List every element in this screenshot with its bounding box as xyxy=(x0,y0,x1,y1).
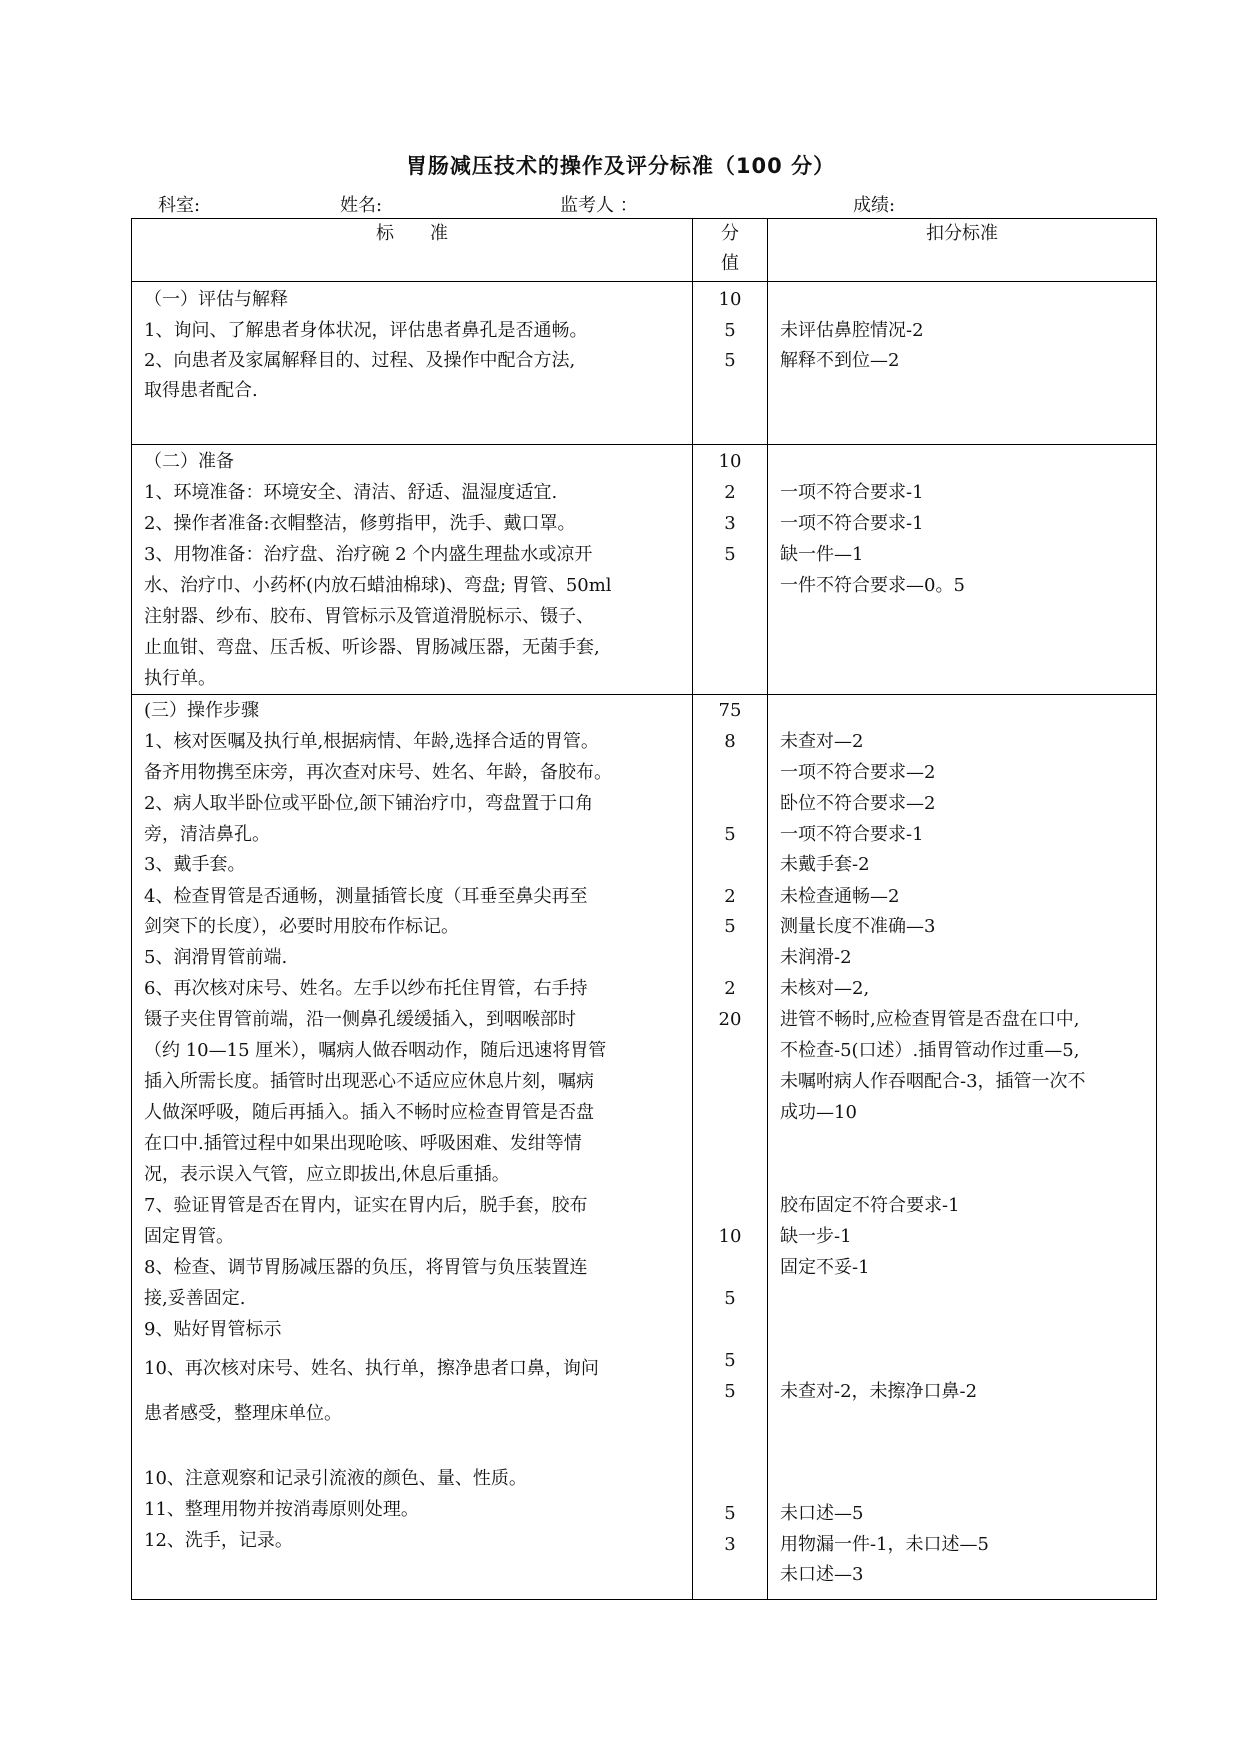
table-row xyxy=(132,445,1157,695)
deduction-line: 测量长度不准确—3 xyxy=(780,916,936,937)
deduction-line: 胶布固定不符合要求-1 xyxy=(780,1195,960,1216)
standard-line: 3、用物准备：治疗盘、治疗碗 2 个内盛生理盐水或凉开 xyxy=(144,544,593,565)
standard-line: 5、润滑胃管前端. xyxy=(144,947,288,968)
points-value: 5 xyxy=(724,1381,736,1402)
table-row xyxy=(132,695,1157,1600)
deduction-line: 未查对—2 xyxy=(780,731,864,752)
standard-line: 2、操作者准备:衣帽整洁，修剪指甲，洗手、戴口罩。 xyxy=(144,513,576,534)
deduction-line: 未戴手套-2 xyxy=(780,854,870,875)
deduction-line: 未口述—3 xyxy=(780,1564,864,1585)
standard-line: 人做深呼吸，随后再插入。插入不畅时应检查胃管是否盘 xyxy=(144,1102,594,1123)
standard-line: 备齐用物携至床旁，再次查对床号、姓名、年龄，备胶布。 xyxy=(144,762,612,783)
deduction-cell xyxy=(768,695,1157,1600)
points-value: 10 xyxy=(718,289,742,310)
standard-line: 3、戴手套。 xyxy=(144,854,246,875)
standard-line: 1、询问、了解患者身体状况，评估患者鼻孔是否通畅。 xyxy=(144,320,588,341)
standard-line: （约 10—15 厘米），嘱病人做吞咽动作，随后迅速将胃管 xyxy=(144,1040,607,1061)
deduction-line: 一项不符合要求-1 xyxy=(780,482,924,503)
table-header-row xyxy=(132,219,1157,282)
points-value: 10 xyxy=(718,451,742,472)
scoring-table xyxy=(131,218,1157,1600)
standard-line: 旁，清洁鼻孔。 xyxy=(144,824,270,845)
standard-line: 接,妥善固定. xyxy=(144,1288,246,1309)
points-value: 2 xyxy=(724,886,736,907)
points-value: 5 xyxy=(724,544,736,565)
points-cell xyxy=(693,695,768,1600)
name-label: 姓名: xyxy=(340,195,383,216)
deduction-line: 用物漏一件-1，未口述—5 xyxy=(780,1534,989,1555)
points-value: 5 xyxy=(724,1503,736,1524)
standard-cell xyxy=(132,445,693,695)
points-cell xyxy=(693,445,768,695)
deduction-line: 解释不到位—2 xyxy=(780,350,900,371)
header-points-line-1: 分 xyxy=(721,223,739,244)
header-standard: 标 准 xyxy=(132,219,693,282)
score-label: 成绩: xyxy=(853,195,896,216)
standard-line: 2、向患者及家属解释目的、过程、及操作中配合方法, xyxy=(144,350,576,371)
standard-line: （二）准备 xyxy=(144,451,234,472)
deduction-line: 未嘱咐病人作吞咽配合-3，插管一次不 xyxy=(780,1071,1086,1092)
deduction-line: 未查对-2，未擦净口鼻-2 xyxy=(780,1381,978,1402)
standard-line: 在口中.插管过程中如果出现呛咳、呼吸困难、发绀等情 xyxy=(144,1133,582,1154)
points-value: 5 xyxy=(724,350,736,371)
header-points-line-2: 值 xyxy=(721,253,739,274)
standard-cell xyxy=(132,695,693,1600)
standard-line: 10、注意观察和记录引流液的颜色、量、性质。 xyxy=(144,1468,527,1489)
standard-cell xyxy=(132,282,693,445)
department-label: 科室: xyxy=(158,195,201,216)
table-row xyxy=(132,282,1157,445)
standard-line: 剑突下的长度），必要时用胶布作标记。 xyxy=(144,916,459,937)
standard-line: 取得患者配合. xyxy=(144,380,258,401)
deduction-line: 未检查通畅—2 xyxy=(780,886,900,907)
standard-line: 11、整理用物并按消毒原则处理。 xyxy=(144,1499,419,1520)
points-value: 3 xyxy=(724,513,736,534)
points-value: 20 xyxy=(718,1009,742,1030)
points-value: 75 xyxy=(718,700,742,721)
standard-line: 9、贴好胃管标示 xyxy=(144,1319,282,1340)
header-deduction: 扣分标准 xyxy=(768,219,1157,282)
standard-line: 8、检查、调节胃肠减压器的负压，将胃管与负压装置连 xyxy=(144,1257,588,1278)
deduction-line: 成功—10 xyxy=(780,1102,857,1123)
standard-line: 止血钳、弯盘、压舌板、听诊器、胃肠减压器，无菌手套, xyxy=(144,637,600,658)
deduction-line: 缺一步-1 xyxy=(780,1226,852,1247)
points-value: 10 xyxy=(718,1226,742,1247)
standard-line: (三）操作步骤 xyxy=(144,700,260,721)
standard-line: 固定胃管。 xyxy=(144,1226,234,1247)
deduction-line: 一项不符合要求-1 xyxy=(780,513,924,534)
standard-line: 6、再次核对床号、姓名。左手以纱布托住胃管，右手持 xyxy=(144,978,588,999)
points-cell xyxy=(693,282,768,445)
points-value: 5 xyxy=(724,916,736,937)
standard-line: 水、治疗巾、小药杯(内放石蜡油棉球)、弯盘; 胃管、50ml xyxy=(144,575,612,596)
standard-line: 执行单。 xyxy=(144,668,216,689)
points-value: 8 xyxy=(724,731,736,752)
standard-line: 12、洗手，记录。 xyxy=(144,1530,293,1551)
standard-line: （一）评估与解释 xyxy=(144,289,288,310)
deduction-line: 一项不符合要求—2 xyxy=(780,762,936,783)
deduction-cell xyxy=(768,282,1157,445)
points-value: 5 xyxy=(724,1350,736,1371)
standard-line: 况，表示误入气管，应立即拔出,休息后重插。 xyxy=(144,1164,510,1185)
deduction-cell xyxy=(768,445,1157,695)
standard-line: 插入所需长度。插管时出现恶心不适应应休息片刻，嘱病 xyxy=(144,1071,594,1092)
deduction-line: 一件不符合要求—0。5 xyxy=(780,575,965,596)
standard-line: 4、检查胃管是否通畅，测量插管长度（耳垂至鼻尖再至 xyxy=(144,886,588,907)
deduction-line: 未评估鼻腔情况-2 xyxy=(780,320,924,341)
deduction-line: 进管不畅时,应检查胃管是否盘在口中, xyxy=(780,1009,1080,1030)
deduction-line: 不检查-5(口述）.插胃管动作过重—5, xyxy=(780,1040,1080,1061)
points-value: 2 xyxy=(724,482,736,503)
standard-line: 10、再次核对床号、姓名、执行单，擦净患者口鼻，询问 xyxy=(144,1358,599,1379)
points-value: 5 xyxy=(724,1288,736,1309)
page-title: 胃肠减压技术的操作及评分标准（100 分） xyxy=(405,154,836,178)
deduction-line: 卧位不符合要求—2 xyxy=(780,793,936,814)
standard-line: 镊子夹住胃管前端，沿一侧鼻孔缓缓插入，到咽喉部时 xyxy=(144,1009,576,1030)
deduction-line: 一项不符合要求-1 xyxy=(780,824,924,845)
deduction-line: 未口述—5 xyxy=(780,1503,864,1524)
standard-line: 1、环境准备：环境安全、清洁、舒适、温湿度适宜. xyxy=(144,482,558,503)
points-value: 5 xyxy=(724,824,736,845)
points-value: 5 xyxy=(724,320,736,341)
deduction-line: 未润滑-2 xyxy=(780,947,852,968)
points-value: 3 xyxy=(724,1534,736,1555)
points-value: 2 xyxy=(724,978,736,999)
standard-line: 7、验证胃管是否在胃内，证实在胃内后，脱手套，胶布 xyxy=(144,1195,588,1216)
standard-line: 1、核对医嘱及执行单,根据病情、年龄,选择合适的胃管。 xyxy=(144,731,599,752)
standard-line: 患者感受，整理床单位。 xyxy=(144,1403,342,1424)
deduction-line: 未核对—2, xyxy=(780,978,870,999)
standard-line: 注射器、纱布、胶布、胃管标示及管道滑脱标示、镊子、 xyxy=(144,606,594,627)
header-points xyxy=(693,219,768,282)
deduction-line: 缺一件—1 xyxy=(780,544,864,565)
deduction-line: 固定不妥-1 xyxy=(780,1257,870,1278)
standard-line: 2、病人取半卧位或平卧位,颌下铺治疗巾，弯盘置于口角 xyxy=(144,793,594,814)
examiner-label: 监考人 ： xyxy=(560,195,638,216)
